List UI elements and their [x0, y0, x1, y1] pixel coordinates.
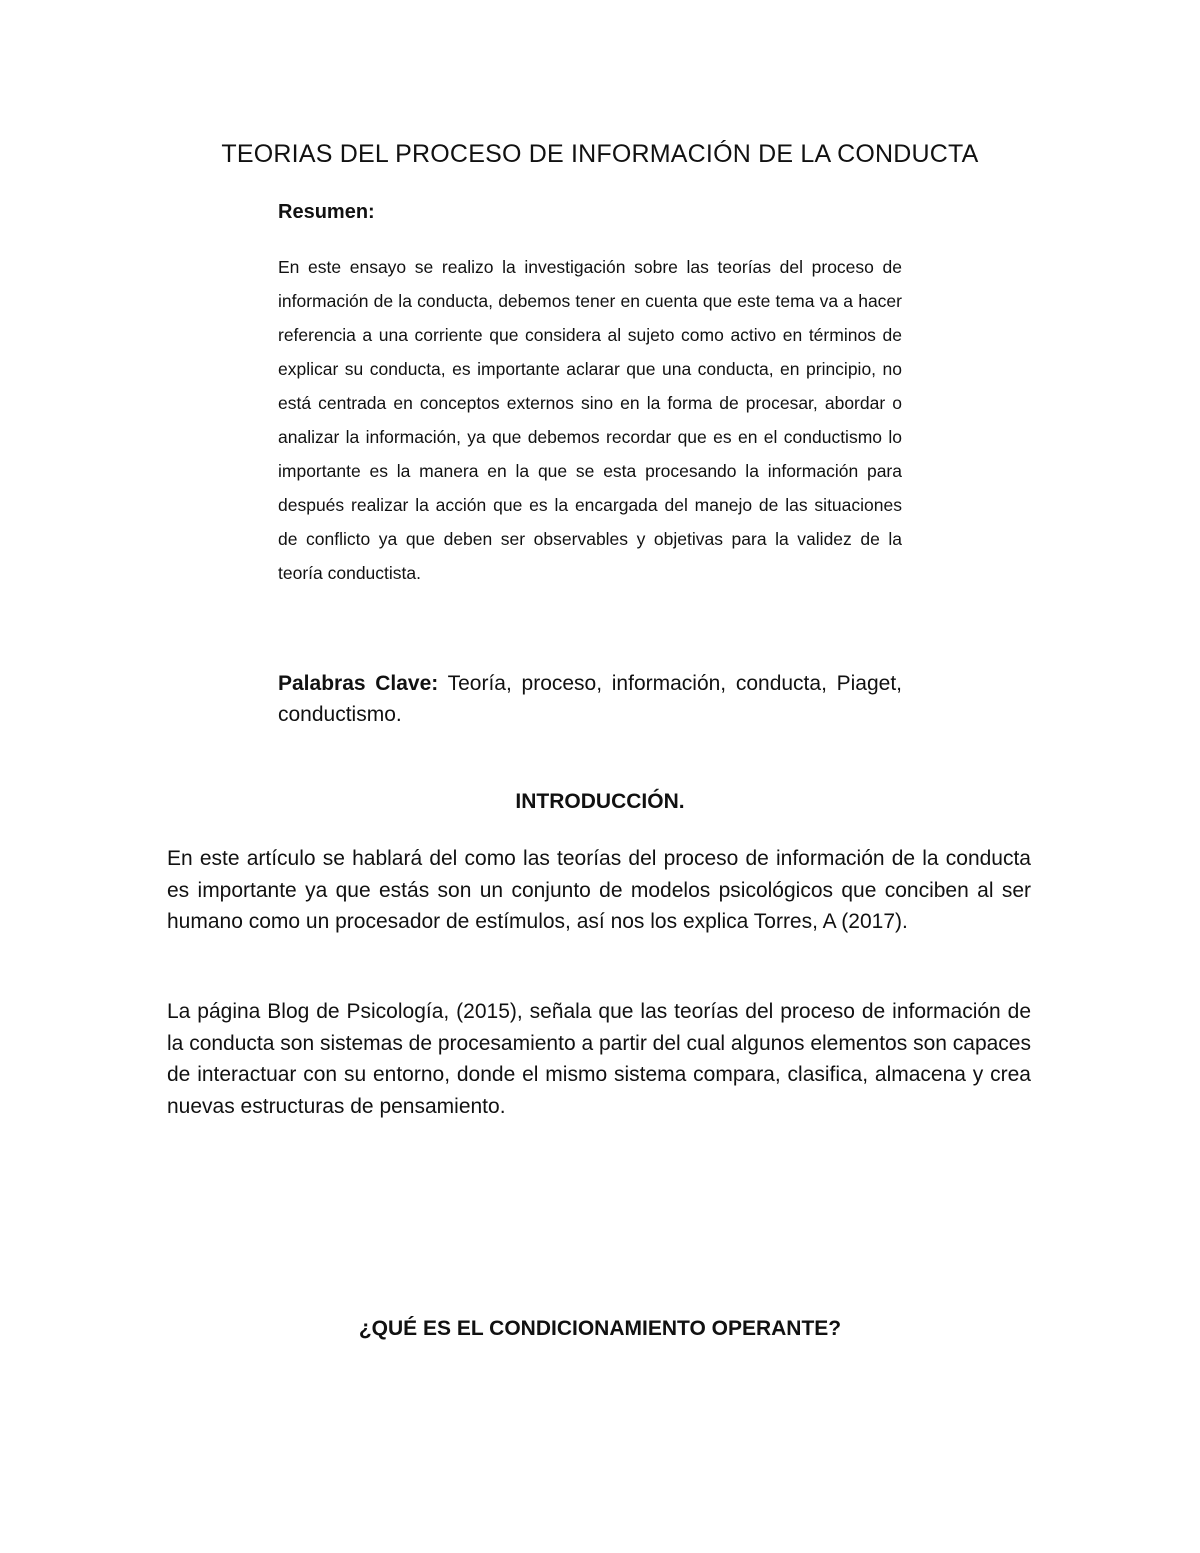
abstract-body: En este ensayo se realizo la investigación sobre las teorías del proceso de información de la conducta, debemos tener en cuenta que este tema va a hacer referencia a una corriente que considera al sujeto como activo en términos de explicar su conducta, es importante aclarar que una conducta, en principio, no está centrada en conceptos externos sino en la forma de procesar, abordar o analizar la información, ya que debemos recordar que es en el conductismo lo importante es la manera en la que se esta procesando la información para después realizar la acción que es la encargada del manejo de las situaciones de conflicto ya que deben ser observables y objetivas para la validez de la teoría conductista. [278, 257, 902, 583]
introduction-paragraph: La página Blog de Psicología, (2015), señala que las teorías del proceso de información de la conducta son sistemas de procesamiento a partir del cual algunos elementos son capaces de interactuar con su entorno, donde el mismo sistema compara, clasifica, almacena y crea nuevas estructuras de pensamiento. [167, 1000, 1031, 1118]
introduction-paragraph: En este artículo se hablará del como las teorías del proceso de información de la conducta es importante ya que estás son un conjunto de modelos psicológicos que conciben al ser humano como un procesador de estímulos, así nos los explica Torres, A (2017). [167, 847, 1031, 933]
keywords-label: Palabras Clave: [278, 672, 439, 695]
introduction-heading: INTRODUCCIÓN. [515, 790, 685, 813]
abstract-heading: Resumen: [278, 201, 375, 223]
document-title: TEORIAS DEL PROCESO DE INFORMACIÓN DE LA CONDUCTA [221, 140, 979, 168]
operant-conditioning-heading: ¿QUÉ ES EL CONDICIONAMIENTO OPERANTE? [358, 1317, 842, 1340]
keywords-text: Teoría, proceso, información, conducta, Piaget, conductismo. [278, 672, 902, 726]
keywords [278, 668, 902, 730]
